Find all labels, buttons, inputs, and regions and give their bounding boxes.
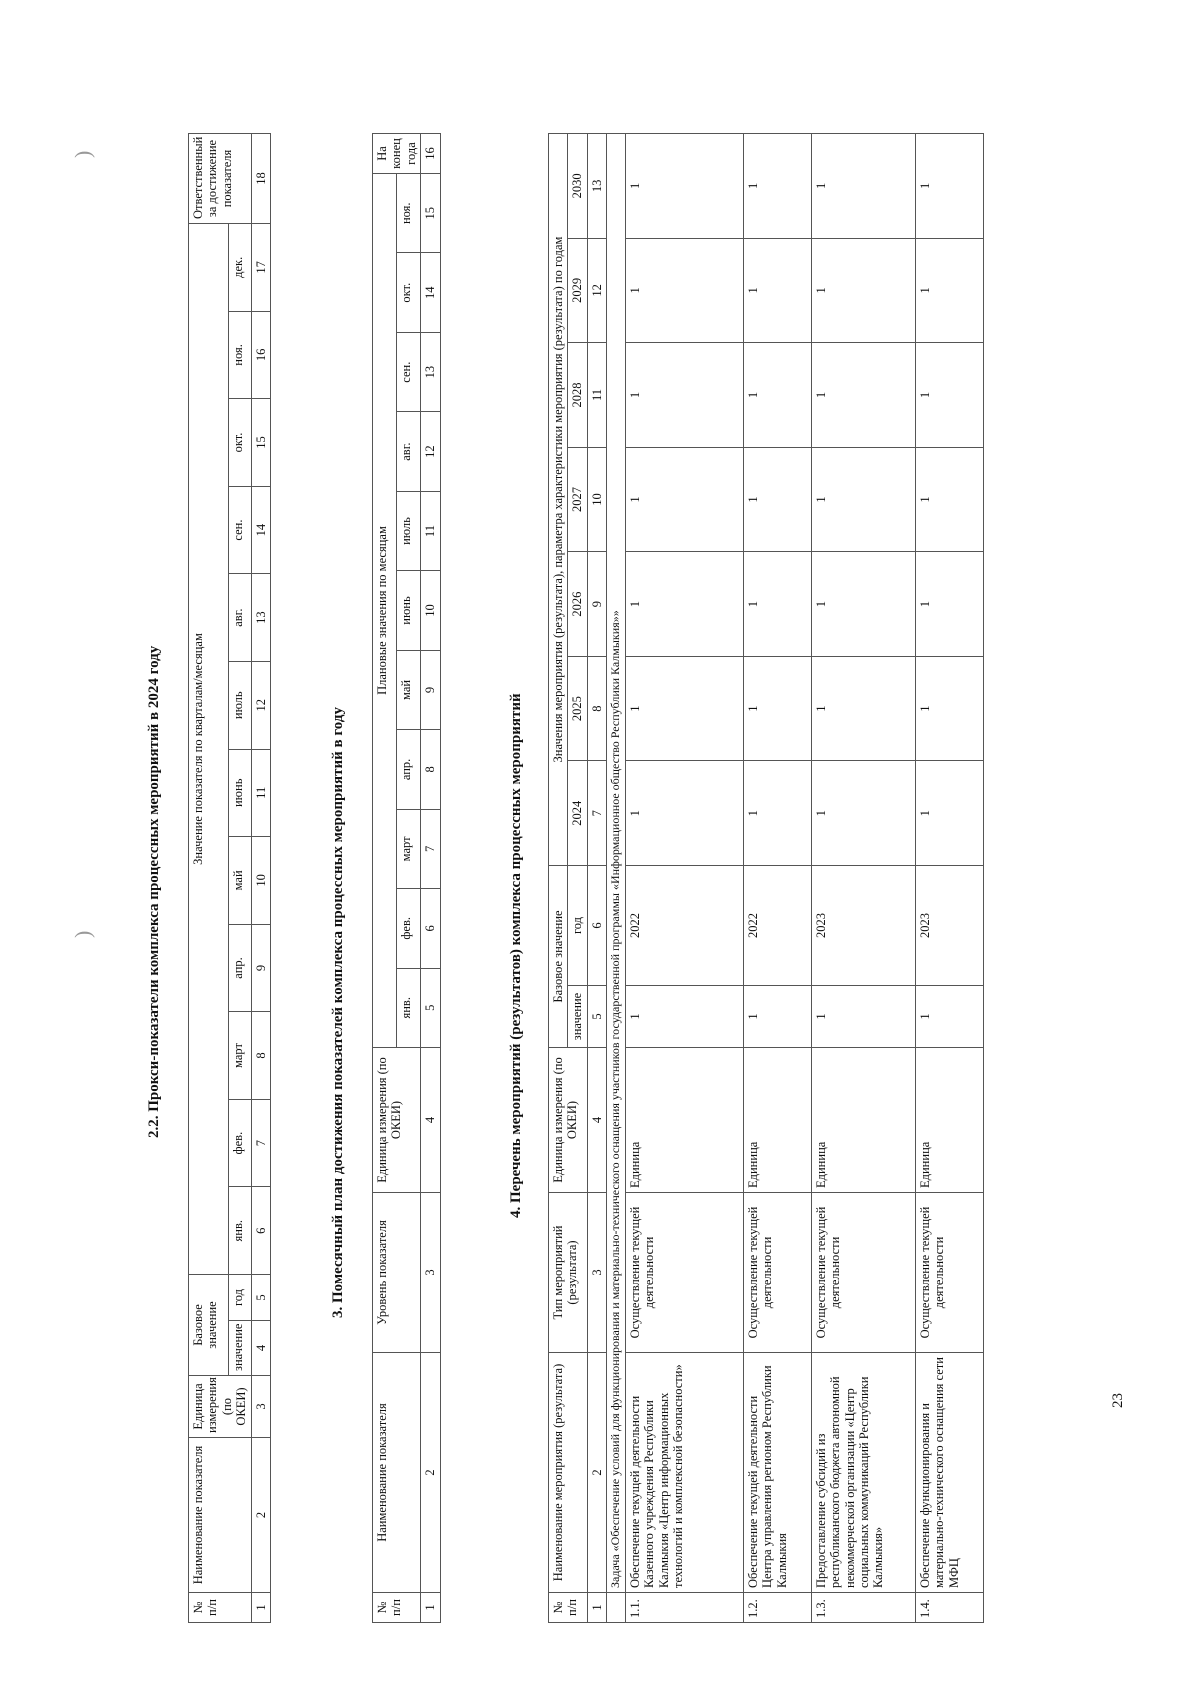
col-year: 2028 [568, 343, 587, 448]
column-number: 9 [421, 650, 440, 729]
row-num: 1.4. [915, 1593, 983, 1623]
column-number: 16 [421, 134, 440, 174]
column-number: 10 [251, 837, 270, 925]
col-month: сен. [228, 486, 251, 574]
row-value: 1 [625, 552, 743, 657]
row-base-value: 1 [743, 986, 811, 1048]
col-month: окт. [397, 253, 421, 332]
col-month: янв. [397, 968, 421, 1047]
proxy-indicators-table [188, 133, 271, 1623]
col-base-year: год [228, 1274, 251, 1320]
col-year: 2030 [568, 134, 587, 239]
col-plan: Плановые значения по месяцам [373, 174, 397, 1048]
column-number: 18 [251, 134, 270, 224]
col-name: Наименование показателя [189, 1438, 252, 1593]
col-num: № п/п [373, 1593, 421, 1623]
col-year: 2027 [568, 447, 587, 552]
column-number: 13 [587, 134, 606, 239]
row-base-value: 1 [625, 986, 743, 1048]
row-name: Обеспечение текущей деятельности Центра управления регионом Республики Калмыкия [743, 1353, 811, 1593]
task-title: Задача «Обеспечение условий для функционирования и материально-технического оснащения участников государственной программы «Информационное общество Республики Калмыкия»» [607, 134, 626, 1593]
col-month: ноя. [228, 311, 251, 399]
row-value: 1 [743, 552, 811, 657]
col-month: июль [397, 491, 421, 570]
task-row [607, 134, 626, 1623]
column-number: 12 [421, 412, 440, 491]
table-row [625, 134, 743, 1623]
row-value: 1 [743, 134, 811, 239]
column-number: 1 [251, 1593, 270, 1623]
col-month: фев. [397, 889, 421, 968]
col-base: Базовое значение [549, 865, 568, 1047]
col-month: сен. [397, 332, 421, 411]
row-value: 1 [625, 447, 743, 552]
activities-table [548, 133, 984, 1623]
row-value: 1 [625, 238, 743, 343]
column-number: 2 [251, 1438, 270, 1593]
col-month: май [228, 837, 251, 925]
col-values: Значения мероприятия (результата), параметра характеристики мероприятия (результата) по годам [549, 134, 568, 866]
col-name: Наименование мероприятия (результата) [549, 1353, 588, 1593]
column-number: 11 [421, 491, 440, 570]
column-number: 4 [251, 1321, 270, 1376]
row-name: Предоставление субсидий из республиканского бюджета автономной некоммерческой организации «Центр социальных коммуникаций Республики Калмыкия» [811, 1353, 915, 1593]
page-number: 23 [1110, 1393, 1126, 1408]
col-name: Наименование показателя [373, 1353, 421, 1593]
col-month: авг. [228, 574, 251, 662]
column-number: 12 [251, 661, 270, 749]
scan-mark: ) [70, 150, 95, 158]
column-number: 8 [251, 1012, 270, 1100]
row-type: Осуществление текущей деятельности [915, 1193, 983, 1353]
column-number: 7 [251, 1099, 270, 1187]
column-number: 17 [251, 224, 270, 312]
row-unit: Единица [743, 1048, 811, 1193]
column-number: 11 [251, 749, 270, 837]
column-number: 3 [587, 1193, 606, 1353]
table-row [743, 134, 811, 1623]
row-value: 1 [625, 134, 743, 239]
table-header-row [549, 134, 568, 1623]
col-month: янв. [228, 1187, 251, 1275]
column-number-row [587, 134, 606, 1623]
column-number-row [421, 134, 440, 1623]
row-value: 1 [625, 761, 743, 866]
col-base-year: год [568, 865, 587, 985]
row-type: Осуществление текущей деятельности [625, 1193, 743, 1353]
col-unit: Единица измерения (по ОКЕИ) [549, 1048, 588, 1193]
row-value: 1 [743, 238, 811, 343]
col-num: № п/п [549, 1593, 588, 1623]
column-number: 4 [421, 1048, 440, 1193]
col-unit: Единица измерения (по ОКЕИ) [373, 1048, 421, 1193]
col-year: 2025 [568, 656, 587, 761]
col-year: 2026 [568, 552, 587, 657]
row-value: 1 [743, 447, 811, 552]
column-number: 2 [587, 1353, 606, 1593]
row-value: 1 [743, 656, 811, 761]
column-number: 3 [421, 1193, 440, 1353]
column-number: 13 [421, 332, 440, 411]
column-number-row [251, 134, 270, 1623]
task-num-cell [607, 1593, 626, 1623]
row-num: 1.3. [811, 1593, 915, 1623]
row-value: 1 [811, 552, 915, 657]
column-number: 7 [587, 761, 606, 866]
col-month: июнь [228, 749, 251, 837]
row-value: 1 [811, 343, 915, 448]
column-number: 4 [587, 1048, 606, 1193]
row-unit: Единица [625, 1048, 743, 1193]
col-month: ноя. [397, 174, 421, 253]
col-month: март [228, 1012, 251, 1100]
column-number: 8 [421, 730, 440, 809]
col-type: Тип мероприятий (результата) [549, 1193, 588, 1353]
row-value: 1 [811, 238, 915, 343]
row-value: 1 [811, 656, 915, 761]
row-base-year: 2022 [743, 865, 811, 985]
row-base-value: 1 [915, 986, 983, 1048]
column-number: 13 [251, 574, 270, 662]
row-value: 1 [625, 343, 743, 448]
row-value: 1 [915, 343, 983, 448]
column-number: 15 [251, 399, 270, 487]
col-base-value: значение [568, 986, 587, 1048]
column-number: 1 [421, 1593, 440, 1623]
col-month: авг. [397, 412, 421, 491]
row-value: 1 [811, 761, 915, 866]
row-base-year: 2023 [915, 865, 983, 985]
col-year: 2029 [568, 238, 587, 343]
row-base-value: 1 [811, 986, 915, 1048]
col-base: Базовое значение [189, 1274, 229, 1375]
col-end-of-year: На конец года [373, 134, 421, 174]
section-22-title: 2.2. Прокси-показатели комплекса процессных мероприятий в 2024 году [146, 645, 162, 1138]
column-number: 12 [587, 238, 606, 343]
column-number: 10 [587, 447, 606, 552]
col-month: фев. [228, 1099, 251, 1187]
table-header-row [373, 134, 397, 1623]
table-header-row [189, 134, 229, 1623]
section-4-title: 4. Перечень мероприятий (результатов) комплекса процессных мероприятий [508, 693, 524, 1218]
row-base-year: 2023 [811, 865, 915, 985]
col-month: июль [228, 661, 251, 749]
column-number: 14 [251, 486, 270, 574]
row-value: 1 [811, 134, 915, 239]
col-month: апр. [397, 730, 421, 809]
row-value: 1 [743, 761, 811, 866]
column-number: 14 [421, 253, 440, 332]
table-row [915, 134, 983, 1623]
column-number: 10 [421, 571, 440, 650]
column-number: 8 [587, 656, 606, 761]
column-number: 5 [587, 986, 606, 1048]
col-month: июнь [397, 571, 421, 650]
row-value: 1 [915, 761, 983, 866]
col-responsible: Ответственный за достижение показателя [189, 134, 252, 224]
column-number: 1 [587, 1593, 606, 1623]
col-values: Значение показателя по кварталам/месяцам [189, 224, 229, 1275]
column-number: 3 [251, 1376, 270, 1438]
monthly-plan-table [372, 133, 441, 1623]
column-number: 6 [587, 865, 606, 985]
col-month: апр. [228, 924, 251, 1012]
row-type: Осуществление текущей деятельности [743, 1193, 811, 1353]
column-number: 6 [251, 1187, 270, 1275]
column-number: 11 [587, 343, 606, 448]
section-3-title: 3. Помесячный план достижения показателей комплекса процессных мероприятий в году [330, 707, 346, 1318]
row-value: 1 [915, 552, 983, 657]
col-month: май [397, 650, 421, 729]
scan-mark: ) [70, 930, 95, 938]
row-base-year: 2022 [625, 865, 743, 985]
row-unit: Единица [811, 1048, 915, 1193]
column-number: 16 [251, 311, 270, 399]
column-number: 9 [251, 924, 270, 1012]
row-value: 1 [915, 238, 983, 343]
col-base-value: значение [228, 1321, 251, 1376]
column-number: 9 [587, 552, 606, 657]
column-number: 7 [421, 809, 440, 888]
table-row [811, 134, 915, 1623]
col-month: март [397, 809, 421, 888]
col-level: Уровень показателя [373, 1193, 421, 1353]
column-number: 5 [421, 968, 440, 1047]
row-num: 1.1. [625, 1593, 743, 1623]
col-year: 2024 [568, 761, 587, 866]
col-num: № п/п [189, 1593, 252, 1623]
row-value: 1 [915, 447, 983, 552]
row-unit: Единица [915, 1048, 983, 1193]
row-value: 1 [625, 656, 743, 761]
row-num: 1.2. [743, 1593, 811, 1623]
col-unit: Единица измерения (по ОКЕИ) [189, 1376, 252, 1438]
row-value: 1 [915, 656, 983, 761]
row-value: 1 [915, 134, 983, 239]
column-number: 2 [421, 1353, 440, 1593]
row-name: Обеспечение функционирования и материально-технического оснащения сети МФЦ [915, 1353, 983, 1593]
row-value: 1 [811, 447, 915, 552]
col-month: дек. [228, 224, 251, 312]
column-number: 6 [421, 889, 440, 968]
row-type: Осуществление текущей деятельности [811, 1193, 915, 1353]
row-value: 1 [743, 343, 811, 448]
col-month: окт. [228, 399, 251, 487]
row-name: Обеспечение текущей деятельности Казенного учреждения Республики Калмыкия «Центр информационных технологий и комплексной безопасности» [625, 1353, 743, 1593]
column-number: 5 [251, 1274, 270, 1320]
column-number: 15 [421, 174, 440, 253]
